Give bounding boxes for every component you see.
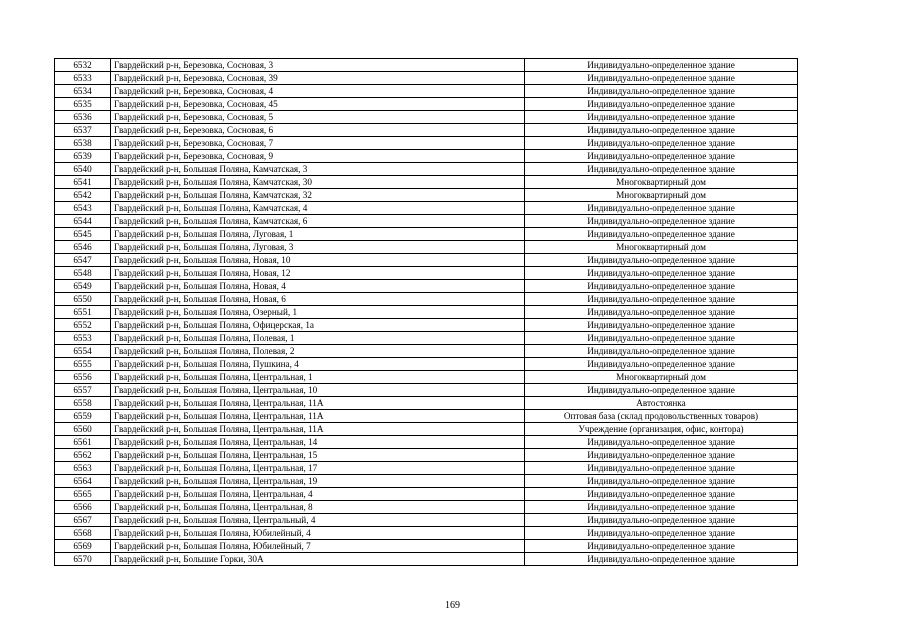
row-number-cell: 6552 <box>55 319 111 332</box>
address-cell: Гвардейский р-н, Большая Поляна, Центральная, 15 <box>111 449 525 462</box>
row-number-cell: 6558 <box>55 397 111 410</box>
building-type-cell: Автостоянка <box>525 397 798 410</box>
row-number-cell: 6533 <box>55 72 111 85</box>
building-type-cell: Индивидуально-определенное здание <box>525 384 798 397</box>
row-number-cell: 6546 <box>55 241 111 254</box>
address-cell: Гвардейский р-н, Большая Поляна, Камчатская, 6 <box>111 215 525 228</box>
address-cell: Гвардейский р-н, Березовка, Сосновая, 7 <box>111 137 525 150</box>
building-type-cell: Индивидуально-определенное здание <box>525 293 798 306</box>
table-row <box>55 332 798 345</box>
building-type-cell: Индивидуально-определенное здание <box>525 475 798 488</box>
building-type-cell: Индивидуально-определенное здание <box>525 59 798 72</box>
table-row <box>55 176 798 189</box>
row-number-cell: 6561 <box>55 436 111 449</box>
row-number-cell: 6532 <box>55 59 111 72</box>
building-type-cell: Индивидуально-определенное здание <box>525 332 798 345</box>
row-number-cell: 6562 <box>55 449 111 462</box>
table-row <box>55 293 798 306</box>
building-type-cell: Индивидуально-определенное здание <box>525 111 798 124</box>
address-cell: Гвардейский р-н, Большая Поляна, Полевая, 2 <box>111 345 525 358</box>
building-type-cell: Индивидуально-определенное здание <box>525 150 798 163</box>
table-row <box>55 59 798 72</box>
table-row <box>55 72 798 85</box>
building-type-cell: Индивидуально-определенное здание <box>525 514 798 527</box>
row-number-cell: 6559 <box>55 410 111 423</box>
building-type-cell: Индивидуально-определенное здание <box>525 72 798 85</box>
row-number-cell: 6556 <box>55 371 111 384</box>
building-type-cell: Индивидуально-определенное здание <box>525 553 798 566</box>
table-row <box>55 514 798 527</box>
table-row <box>55 358 798 371</box>
row-number-cell: 6545 <box>55 228 111 241</box>
building-type-cell: Многоквартирный дом <box>525 176 798 189</box>
table-row <box>55 527 798 540</box>
table-row <box>55 189 798 202</box>
address-cell: Гвардейский р-н, Большая Поляна, Полевая, 1 <box>111 332 525 345</box>
row-number-cell: 6557 <box>55 384 111 397</box>
registry-table-body <box>55 59 798 566</box>
address-cell: Гвардейский р-н, Большая Поляна, Центральная, 11А <box>111 397 525 410</box>
row-number-cell: 6553 <box>55 332 111 345</box>
table-row <box>55 345 798 358</box>
row-number-cell: 6551 <box>55 306 111 319</box>
row-number-cell: 6542 <box>55 189 111 202</box>
address-cell: Гвардейский р-н, Большие Горки, 30А <box>111 553 525 566</box>
row-number-cell: 6563 <box>55 462 111 475</box>
address-cell: Гвардейский р-н, Большая Поляна, Новая, 10 <box>111 254 525 267</box>
table-row <box>55 540 798 553</box>
page-number: 169 <box>445 600 460 611</box>
row-number-cell: 6535 <box>55 98 111 111</box>
row-number-cell: 6544 <box>55 215 111 228</box>
building-type-cell: Индивидуально-определенное здание <box>525 501 798 514</box>
address-cell: Гвардейский р-н, Большая Поляна, Камчатская, 3 <box>111 163 525 176</box>
table-row <box>55 98 798 111</box>
building-type-cell: Индивидуально-определенное здание <box>525 267 798 280</box>
row-number-cell: 6547 <box>55 254 111 267</box>
table-row <box>55 397 798 410</box>
address-cell: Гвардейский р-н, Большая Поляна, Луговая, 3 <box>111 241 525 254</box>
row-number-cell: 6548 <box>55 267 111 280</box>
row-number-cell: 6538 <box>55 137 111 150</box>
table-row <box>55 449 798 462</box>
building-type-cell: Многоквартирный дом <box>525 189 798 202</box>
address-cell: Гвардейский р-н, Большая Поляна, Центральная, 10 <box>111 384 525 397</box>
address-cell: Гвардейский р-н, Большая Поляна, Озерный, 1 <box>111 306 525 319</box>
table-row <box>55 124 798 137</box>
row-number-cell: 6534 <box>55 85 111 98</box>
row-number-cell: 6554 <box>55 345 111 358</box>
building-type-cell: Индивидуально-определенное здание <box>525 215 798 228</box>
building-type-cell: Индивидуально-определенное здание <box>525 98 798 111</box>
row-number-cell: 6565 <box>55 488 111 501</box>
row-number-cell: 6564 <box>55 475 111 488</box>
property-registry-table <box>54 58 798 566</box>
row-number-cell: 6541 <box>55 176 111 189</box>
address-cell: Гвардейский р-н, Березовка, Сосновая, 6 <box>111 124 525 137</box>
address-cell: Гвардейский р-н, Большая Поляна, Центральная, 17 <box>111 462 525 475</box>
address-cell: Гвардейский р-н, Большая Поляна, Новая, 6 <box>111 293 525 306</box>
table-row <box>55 488 798 501</box>
building-type-cell: Индивидуально-определенное здание <box>525 462 798 475</box>
building-type-cell: Индивидуально-определенное здание <box>525 124 798 137</box>
address-cell: Гвардейский р-н, Большая Поляна, Юбилейный, 7 <box>111 540 525 553</box>
address-cell: Гвардейский р-н, Большая Поляна, Центральная, 11А <box>111 410 525 423</box>
table-row <box>55 280 798 293</box>
table-row <box>55 384 798 397</box>
table-row <box>55 150 798 163</box>
row-number-cell: 6560 <box>55 423 111 436</box>
row-number-cell: 6568 <box>55 527 111 540</box>
address-cell: Гвардейский р-н, Березовка, Сосновая, 9 <box>111 150 525 163</box>
table-row <box>55 501 798 514</box>
table-row <box>55 163 798 176</box>
registry-sheet <box>54 58 797 566</box>
row-number-cell: 6567 <box>55 514 111 527</box>
row-number-cell: 6537 <box>55 124 111 137</box>
table-row <box>55 228 798 241</box>
table-row <box>55 306 798 319</box>
row-number-cell: 6566 <box>55 501 111 514</box>
table-row <box>55 111 798 124</box>
address-cell: Гвардейский р-н, Березовка, Сосновая, 39 <box>111 72 525 85</box>
address-cell: Гвардейский р-н, Березовка, Сосновая, 45 <box>111 98 525 111</box>
table-row <box>55 436 798 449</box>
building-type-cell: Индивидуально-определенное здание <box>525 436 798 449</box>
table-row <box>55 410 798 423</box>
row-number-cell: 6539 <box>55 150 111 163</box>
address-cell: Гвардейский р-н, Березовка, Сосновая, 5 <box>111 111 525 124</box>
row-number-cell: 6569 <box>55 540 111 553</box>
address-cell: Гвардейский р-н, Большая Поляна, Камчатская, 4 <box>111 202 525 215</box>
address-cell: Гвардейский р-н, Большая Поляна, Офицерская, 1а <box>111 319 525 332</box>
row-number-cell: 6536 <box>55 111 111 124</box>
address-cell: Гвардейский р-н, Большая Поляна, Центральная, 11А <box>111 423 525 436</box>
building-type-cell: Индивидуально-определенное здание <box>525 540 798 553</box>
building-type-cell: Индивидуально-определенное здание <box>525 319 798 332</box>
building-type-cell: Учреждение (организация, офис, контора) <box>525 423 798 436</box>
building-type-cell: Индивидуально-определенное здание <box>525 163 798 176</box>
table-row <box>55 215 798 228</box>
table-row <box>55 475 798 488</box>
address-cell: Гвардейский р-н, Большая Поляна, Камчатская, 30 <box>111 176 525 189</box>
table-row <box>55 423 798 436</box>
address-cell: Гвардейский р-н, Березовка, Сосновая, 4 <box>111 85 525 98</box>
address-cell: Гвардейский р-н, Березовка, Сосновая, 3 <box>111 59 525 72</box>
building-type-cell: Индивидуально-определенное здание <box>525 85 798 98</box>
row-number-cell: 6570 <box>55 553 111 566</box>
building-type-cell: Индивидуально-определенное здание <box>525 527 798 540</box>
row-number-cell: 6555 <box>55 358 111 371</box>
building-type-cell: Индивидуально-определенное здание <box>525 228 798 241</box>
table-row <box>55 553 798 566</box>
table-row <box>55 202 798 215</box>
building-type-cell: Индивидуально-определенное здание <box>525 306 798 319</box>
row-number-cell: 6550 <box>55 293 111 306</box>
building-type-cell: Оптовая база (склад продовольственных товаров) <box>525 410 798 423</box>
building-type-cell: Индивидуально-определенное здание <box>525 488 798 501</box>
address-cell: Гвардейский р-н, Большая Поляна, Центральная, 1 <box>111 371 525 384</box>
building-type-cell: Индивидуально-определенное здание <box>525 137 798 150</box>
table-row <box>55 254 798 267</box>
address-cell: Гвардейский р-н, Большая Поляна, Центральная, 4 <box>111 488 525 501</box>
address-cell: Гвардейский р-н, Большая Поляна, Юбилейный, 4 <box>111 527 525 540</box>
building-type-cell: Индивидуально-определенное здание <box>525 202 798 215</box>
address-cell: Гвардейский р-н, Большая Поляна, Луговая, 1 <box>111 228 525 241</box>
building-type-cell: Индивидуально-определенное здание <box>525 254 798 267</box>
table-row <box>55 267 798 280</box>
table-row <box>55 462 798 475</box>
building-type-cell: Индивидуально-определенное здание <box>525 280 798 293</box>
row-number-cell: 6540 <box>55 163 111 176</box>
building-type-cell: Многоквартирный дом <box>525 371 798 384</box>
building-type-cell: Индивидуально-определенное здание <box>525 358 798 371</box>
table-row <box>55 241 798 254</box>
address-cell: Гвардейский р-н, Большая Поляна, Новая, 12 <box>111 267 525 280</box>
building-type-cell: Многоквартирный дом <box>525 241 798 254</box>
row-number-cell: 6543 <box>55 202 111 215</box>
table-row <box>55 319 798 332</box>
building-type-cell: Индивидуально-определенное здание <box>525 345 798 358</box>
address-cell: Гвардейский р-н, Большая Поляна, Центральная, 14 <box>111 436 525 449</box>
table-row <box>55 371 798 384</box>
table-row <box>55 85 798 98</box>
table-row <box>55 137 798 150</box>
address-cell: Гвардейский р-н, Большая Поляна, Центральный, 4 <box>111 514 525 527</box>
address-cell: Гвардейский р-н, Большая Поляна, Камчатская, 32 <box>111 189 525 202</box>
building-type-cell: Индивидуально-определенное здание <box>525 449 798 462</box>
address-cell: Гвардейский р-н, Большая Поляна, Центральная, 8 <box>111 501 525 514</box>
address-cell: Гвардейский р-н, Большая Поляна, Новая, 4 <box>111 280 525 293</box>
row-number-cell: 6549 <box>55 280 111 293</box>
address-cell: Гвардейский р-н, Большая Поляна, Центральная, 19 <box>111 475 525 488</box>
address-cell: Гвардейский р-н, Большая Поляна, Пушкина, 4 <box>111 358 525 371</box>
